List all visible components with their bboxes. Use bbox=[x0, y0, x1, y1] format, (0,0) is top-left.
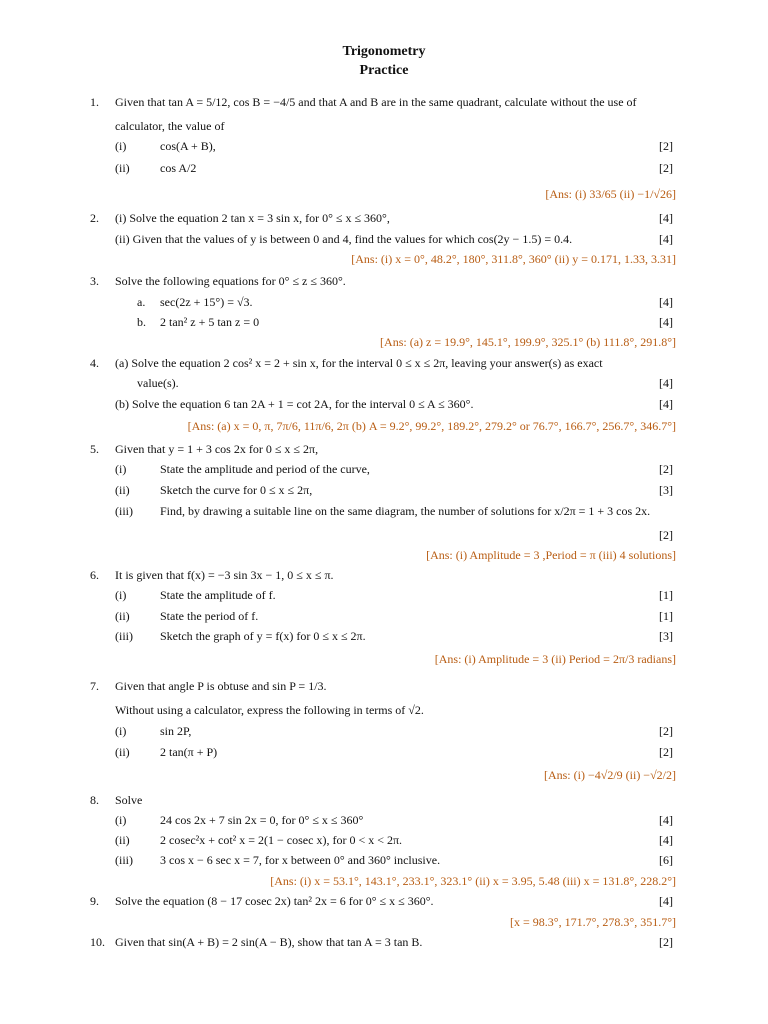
marks: [4] bbox=[659, 376, 673, 390]
question-number: 2. bbox=[90, 211, 99, 225]
part-text: 3 cos x − 6 sec x = 7, for x between 0° and 360° inclusive. bbox=[160, 853, 441, 867]
question-1-line-2 bbox=[0, 119, 768, 139]
part-label: (ii) bbox=[115, 745, 130, 759]
question-text: It is given that f(x) = −3 sin 3x − 1, 0 ≤ x ≤ π. bbox=[115, 568, 334, 582]
question-1 bbox=[0, 95, 768, 115]
answer-text: [Ans: (i) x = 0°, 48.2°, 180°, 311.8°, 360° (ii) y = 0.171, 1.33, 3.31] bbox=[351, 252, 676, 266]
question-text: Given that tan A = 5/12, cos B = −4/5 and that A and B are in the same quadrant, calculate without the use of bbox=[115, 95, 637, 109]
part-text: 2 tan² z + 5 tan z = 0 bbox=[160, 315, 260, 329]
answer-text: [Ans: (i) −4√2/9 (ii) −√2/2] bbox=[543, 768, 676, 782]
answer-text: [x = 98.3°, 171.7°, 278.3°, 351.7°] bbox=[510, 915, 676, 929]
question-6-part-iii bbox=[0, 629, 768, 649]
part-label: (ii) bbox=[115, 833, 130, 847]
question-1-part-i bbox=[0, 139, 768, 159]
question-6-part-i bbox=[0, 588, 768, 608]
marks: [2] bbox=[659, 745, 673, 759]
answer-text: [Ans: (a) x = 0, π, 7π/6, 11π/6, 2π (b) A = 9.2°, 99.2°, 189.2°, 279.2° or 76.7°, 166.7°, 256.7°, 346.7°] bbox=[187, 419, 676, 433]
question-10 bbox=[0, 935, 768, 955]
question-4 bbox=[0, 356, 768, 376]
part-label: (i) bbox=[115, 813, 127, 827]
question-3-part-a bbox=[0, 295, 768, 315]
part-label: a. bbox=[137, 295, 146, 309]
part-text: (i) Solve the equation 2 tan x = 3 sin x, for 0° ≤ x ≤ 360°, bbox=[115, 211, 390, 225]
marks: [4] bbox=[659, 833, 673, 847]
question-text: Solve bbox=[115, 793, 143, 807]
part-text: Find, by drawing a suitable line on the same diagram, the number of solutions for x/2π = 1 + 3 cos 2x. bbox=[160, 504, 651, 518]
part-text: (a) Solve the equation 2 cos² x = 2 + sin x, for the interval 0 ≤ x ≤ 2π, leaving your answer(s) as exact bbox=[115, 356, 603, 370]
question-1-answer bbox=[0, 187, 768, 207]
question-number: 9. bbox=[90, 894, 99, 908]
question-8 bbox=[0, 793, 768, 813]
question-2 bbox=[0, 211, 768, 231]
page-subtitle: Practice bbox=[359, 63, 409, 78]
page-title: Trigonometry bbox=[342, 44, 426, 59]
question-text: Given that angle P is obtuse and sin P = 1/3. bbox=[115, 679, 327, 693]
marks: [4] bbox=[659, 894, 673, 908]
question-8-part-i bbox=[0, 813, 768, 833]
part-label: (i) bbox=[115, 462, 127, 476]
question-text: Solve the following equations for 0° ≤ z ≤ 360°. bbox=[115, 274, 346, 288]
marks: [4] bbox=[659, 295, 673, 309]
question-7-answer bbox=[0, 768, 768, 788]
part-label: (iii) bbox=[115, 629, 133, 643]
part-label: (ii) bbox=[115, 483, 130, 497]
part-label: (ii) bbox=[115, 161, 130, 175]
question-number: 10. bbox=[90, 935, 105, 949]
question-number: 4. bbox=[90, 356, 99, 370]
part-label: (i) bbox=[115, 724, 127, 738]
question-6-part-ii bbox=[0, 609, 768, 629]
answer-text: [Ans: (i) Amplitude = 3 ,Period = π (iii) 4 solutions] bbox=[426, 548, 676, 562]
question-5-part-i bbox=[0, 462, 768, 482]
marks: [2] bbox=[659, 462, 673, 476]
question-5-part-ii bbox=[0, 483, 768, 503]
question-4-part-b bbox=[0, 397, 768, 417]
question-number: 1. bbox=[90, 95, 99, 109]
question-8-part-ii bbox=[0, 833, 768, 853]
question-6 bbox=[0, 568, 768, 588]
part-label: b. bbox=[137, 315, 146, 329]
marks: [1] bbox=[659, 588, 673, 602]
question-number: 7. bbox=[90, 679, 99, 693]
marks: [6] bbox=[659, 853, 673, 867]
answer-text: [Ans: (i) Amplitude = 3 (ii) Period = 2π/3 radians] bbox=[434, 652, 676, 666]
question-7 bbox=[0, 679, 768, 699]
question-7-part-i bbox=[0, 724, 768, 744]
marks: [1] bbox=[659, 609, 673, 623]
question-text: calculator, the value of bbox=[115, 119, 225, 133]
marks: [4] bbox=[659, 211, 673, 225]
part-text: sin 2P, bbox=[160, 724, 192, 738]
question-text: Without using a calculator, express the following in terms of √2. bbox=[115, 703, 424, 717]
question-4-part-a-cont bbox=[0, 376, 768, 396]
part-text: cos(A + B), bbox=[160, 139, 216, 153]
marks: [4] bbox=[659, 813, 673, 827]
question-3-answer bbox=[0, 335, 768, 355]
question-5-part-iii bbox=[0, 504, 768, 524]
question-number: 5. bbox=[90, 442, 99, 456]
marks: [2] bbox=[659, 161, 673, 175]
question-8-answer bbox=[0, 874, 768, 894]
question-8-part-iii bbox=[0, 853, 768, 873]
question-2-answer bbox=[0, 252, 768, 272]
part-text: State the amplitude of f. bbox=[160, 588, 276, 602]
question-number: 8. bbox=[90, 793, 99, 807]
part-label: (i) bbox=[115, 588, 127, 602]
part-text: (ii) Given that the values of y is between 0 and 4, find the values for which cos(2y − 1.5) = 0.4. bbox=[115, 232, 573, 246]
question-text: Solve the equation (8 − 17 cosec 2x) tan² 2x = 6 for 0° ≤ x ≤ 360°. bbox=[115, 894, 434, 908]
question-5-part-iii-marks bbox=[0, 528, 768, 548]
part-text: 24 cos 2x + 7 sin 2x = 0, for 0° ≤ x ≤ 360° bbox=[160, 813, 364, 827]
question-number: 3. bbox=[90, 274, 99, 288]
part-text: sec(2z + 15°) = √3. bbox=[160, 295, 253, 309]
question-6-answer bbox=[0, 652, 768, 672]
marks: [2] bbox=[659, 139, 673, 153]
part-text: 2 cosec²x + cot² x = 2(1 − cosec x), for 0 < x < 2π. bbox=[160, 833, 403, 847]
part-label: (iii) bbox=[115, 853, 133, 867]
question-text: Given that y = 1 + 3 cos 2x for 0 ≤ x ≤ 2π, bbox=[115, 442, 319, 456]
part-text: cos A/2 bbox=[160, 161, 197, 175]
question-4-answer bbox=[0, 419, 768, 439]
part-text: Sketch the graph of y = f(x) for 0 ≤ x ≤ 2π. bbox=[160, 629, 366, 643]
answer-text: [Ans: (i) x = 53.1°, 143.1°, 233.1°, 323.1° (ii) x = 3.95, 5.48 (iii) x = 131.8°, 228.2°] bbox=[270, 874, 676, 888]
marks: [2] bbox=[659, 724, 673, 738]
part-text: Sketch the curve for 0 ≤ x ≤ 2π, bbox=[160, 483, 313, 497]
part-label: (i) bbox=[115, 139, 127, 153]
question-5 bbox=[0, 442, 768, 462]
question-7-part-ii bbox=[0, 745, 768, 765]
question-5-answer bbox=[0, 548, 768, 568]
marks: [3] bbox=[659, 483, 673, 497]
question-9 bbox=[0, 894, 768, 914]
marks: [4] bbox=[659, 315, 673, 329]
question-3-part-b bbox=[0, 315, 768, 335]
marks: [3] bbox=[659, 629, 673, 643]
part-text: (b) Solve the equation 6 tan 2A + 1 = cot 2A, for the interval 0 ≤ A ≤ 360°. bbox=[115, 397, 474, 411]
question-1-part-ii bbox=[0, 161, 768, 181]
marks: [2] bbox=[659, 935, 673, 949]
marks: [4] bbox=[659, 397, 673, 411]
question-2-part-ii bbox=[0, 232, 768, 252]
question-9-answer bbox=[0, 915, 768, 935]
question-number: 6. bbox=[90, 568, 99, 582]
question-7-line-2 bbox=[0, 703, 768, 723]
marks: [4] bbox=[659, 232, 673, 246]
part-label: (iii) bbox=[115, 504, 133, 518]
question-3 bbox=[0, 274, 768, 294]
marks: [2] bbox=[659, 528, 673, 542]
answer-text: [Ans: (i) 33/65 (ii) −1/√26] bbox=[545, 187, 676, 201]
part-label: (ii) bbox=[115, 609, 130, 623]
part-text: 2 tan(π + P) bbox=[160, 745, 218, 759]
answer-text: [Ans: (a) z = 19.9°, 145.1°, 199.9°, 325.1° (b) 111.8°, 291.8°] bbox=[380, 335, 676, 349]
part-text: State the period of f. bbox=[160, 609, 259, 623]
part-text: value(s). bbox=[137, 376, 179, 390]
question-text: Given that sin(A + B) = 2 sin(A − B), show that tan A = 3 tan B. bbox=[115, 935, 423, 949]
part-text: State the amplitude and period of the curve, bbox=[160, 462, 370, 476]
